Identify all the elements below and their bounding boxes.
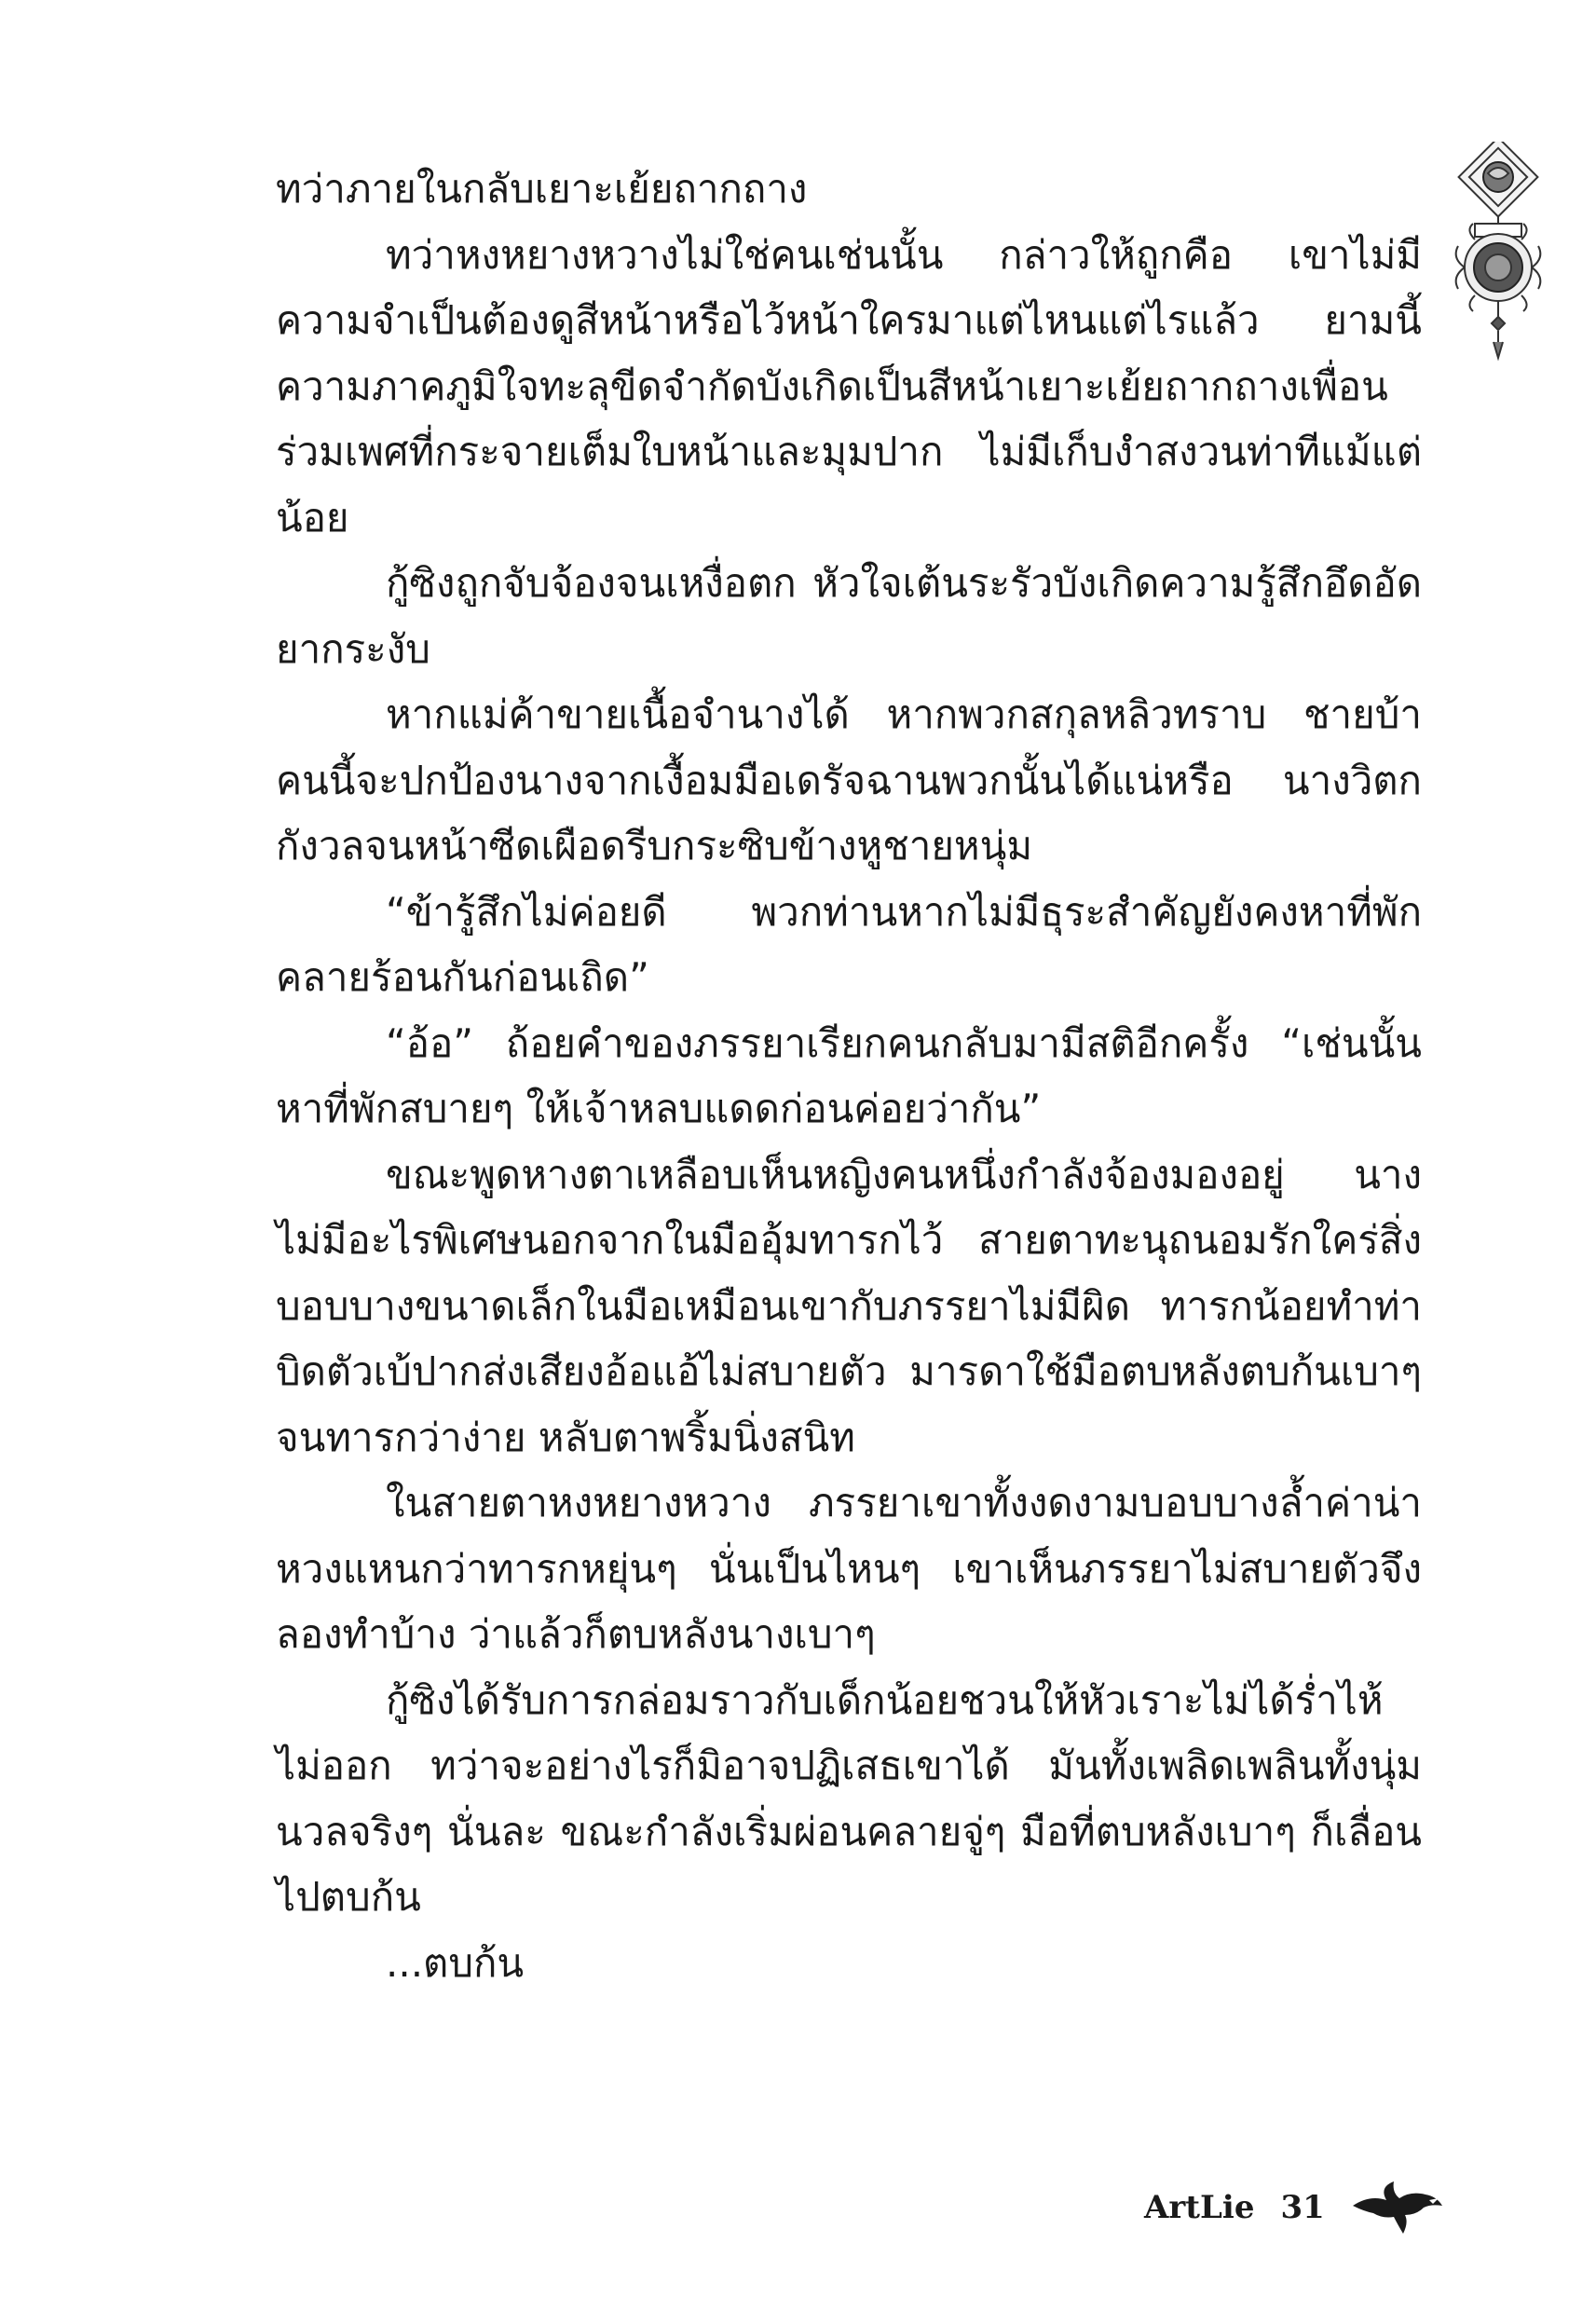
paragraph-7: ขณะพูดหางตาเหลือบเห็นหญิงคนหนึ่งกำลังจ้องมองอยู่ นางไม่มีอะไรพิเศษนอกจากในมืออุ้มทารกไว้ สายตาทะนุถนอมรักใคร่สิ่งบอบบางขนาดเล็กในมือเหมือนเขากับภรรยาไม่มีผิด ทารกน้อยทำท่าบิดตัวเบ้ปากส่งเสียงอ้อแอ้ไม่สบายตัว มารดาใช้มือตบหลังตบก้นเบาๆ จนทารกว่าง่าย หลับตาพริ้มนิ่งสนิท <box>276 1151 1422 1460</box>
paragraph-3: กู้ซิงถูกจับจ้องจนเหงื่อตก หัวใจเต้นระรัวบังเกิดความรู้สึกอึดอัดยากระงับ <box>276 560 1422 672</box>
publisher-brand: ArtLie <box>1144 2189 1255 2226</box>
paragraph-5: “ข้ารู้สึกไม่ค่อยดี พวกท่านหากไม่มีธุระสำคัญยังคงหาที่พักคลายร้อนกันก่อนเถิด” <box>276 888 1422 1000</box>
paragraph-10: ...ตบก้น <box>386 1939 525 1986</box>
page-number: 31 <box>1280 2189 1325 2226</box>
decorative-ornament-icon <box>1447 142 1549 365</box>
paragraph-2: ทว่าหงหยางหวางไม่ใช่คนเช่นนั้น กล่าวให้ถูกคือ เขาไม่มีความจำเป็นต้องดูสีหน้าหรือไว้หน้าใครมาแต่ไหนแต่ไรแล้ว ยามนี้ความภาคภูมิใจทะลุขีดจำกัดบังเกิดเป็นสีหน้าเยาะเย้ยถากถางเพื่อนร่วมเพศที่กระจายเต็มใบหน้าและมุมปาก ไม่มีเก็บงำสงวนท่าทีแม้แต่น้อย <box>276 231 1422 540</box>
page-body <box>276 157 1422 1996</box>
paragraph-6: “อ้อ” ถ้อยคำของภรรยาเรียกคนกลับมามีสติอีกครั้ง “เช่นนั้นหาที่พักสบายๆ ให้เจ้าหลบแดดก่อนค่อยว่ากัน” <box>276 1019 1422 1131</box>
paragraph-9: กู้ซิงได้รับการกล่อมราวกับเด็กน้อยชวนให้หัวเราะไม่ได้ร่ำไห้ไม่ออก ทว่าจะอย่างไรก็มิอาจปฏิเสธเขาได้ มันทั้งเพลิดเพลินทั้งนุ่มนวลจริงๆ นั่นละ ขณะกำลังเริ่มผ่อนคลายจู่ๆ มือที่ตบหลังเบาๆ ก็เลื่อนไปตบก้น <box>276 1676 1422 1920</box>
paragraph-4: หากแม่ค้าขายเนื้อจำนางได้ หากพวกสกุลหลิวทราบ ชายบ้าคนนี้จะปกป้องนางจากเงื้อมมือเดรัจฉานพวกนั้นได้แน่หรือ นางวิตกกังวลจนหน้าซีดเผือดรีบกระซิบข้างหูชายหนุ่ม <box>276 691 1422 868</box>
page-footer <box>1144 2175 1444 2240</box>
paragraph-1: ทว่าภายในกลับเยาะเย้ยถากถาง <box>276 166 808 212</box>
paragraph-8: ในสายตาหงหยางหวาง ภรรยาเขาทั้งงดงามบอบบางล้ำค่าน่าหวงแหนกว่าทารกหยุ่นๆ นั่นเป็นไหนๆ เขาเห็นภรรยาไม่สบายตัวจึงลองทำบ้าง ว่าแล้วก็ตบหลังนางเบาๆ <box>276 1480 1422 1657</box>
eagle-icon <box>1351 2178 1444 2237</box>
